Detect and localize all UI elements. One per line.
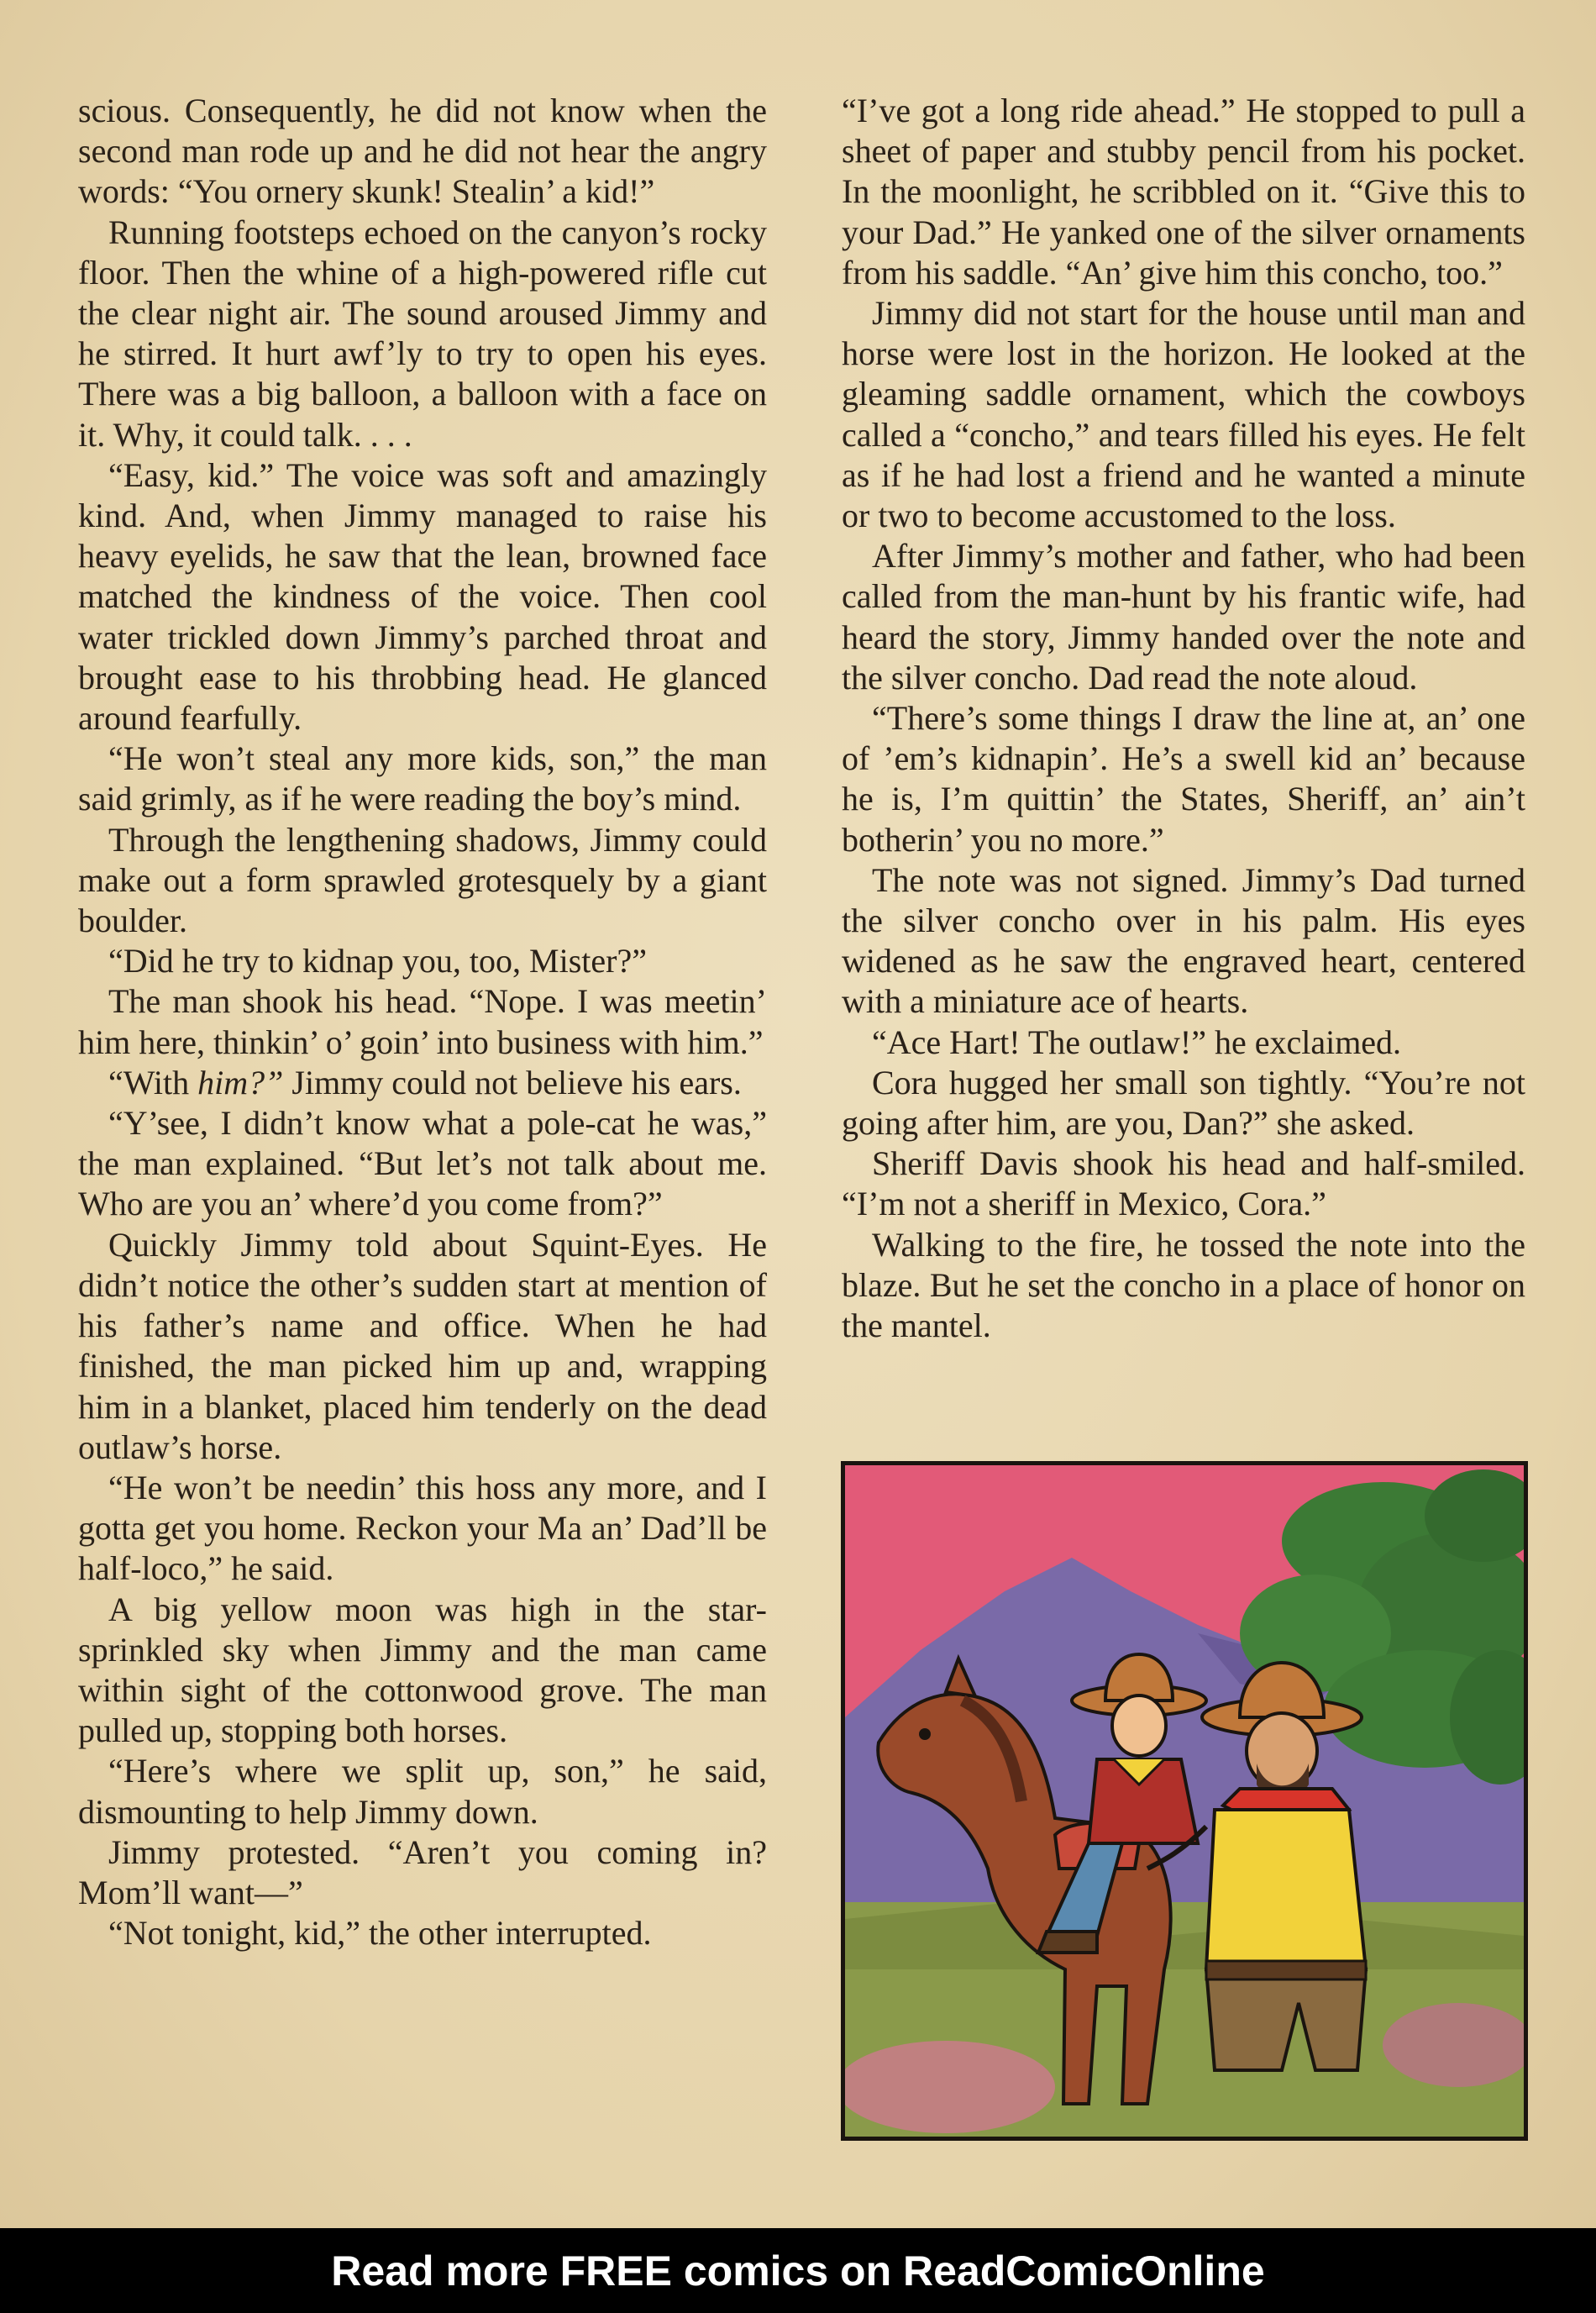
paragraph: Quickly Jimmy told about Squint-Eyes. He didn’t notice the other’s sudden start at mention of his father’s name and office. When he had finished, the man picked him up and, wrapping him in a blanket, placed him tenderly on the dead outlaw’s horse.	[78, 1225, 767, 1466]
with-him-before: “With	[108, 1063, 198, 1101]
footer-link-text[interactable]: Read more FREE comics on ReadComicOnline	[331, 2247, 1265, 2295]
paragraph: “Y’see, I didn’t know what a pole-cat he was,” the man explained. “But let’s not talk about me. Who are you an’ where’d you come from?”	[78, 1104, 767, 1223]
rock-left	[845, 2041, 1055, 2133]
paragraph: Through the lengthening shadows, Jimmy could make out a form sprawled grotesquely by a giant boulder.	[78, 820, 767, 940]
paragraph: “Ace Hart! The outlaw!” he exclaimed.	[872, 1022, 1402, 1061]
paragraph: “He won’t be needin’ this hoss any more, and I gotta get you home. Reckon your Ma an’ Dad’ll be half-loco,” he said.	[78, 1468, 767, 1588]
paragraph: Jimmy did not start for the house until man and horse were lost in the horizon. He looked at the gleaming saddle ornament, which the cowboys called a “concho,” and tears filled his eyes. He felt as if he had lost a friend and he wanted a minute or two to become accustomed to the loss.	[842, 294, 1525, 535]
paragraph: The note was not signed. Jimmy’s Dad turned the silver concho over in his palm. His eyes widened as he saw the engraved heart, centered with a miniature ace of hearts.	[842, 860, 1525, 1021]
paragraph: A big yellow moon was high in the star-sprinkled sky when Jimmy and the man came within sight of the cottonwood grove. The man pulled up, stopping both horses.	[78, 1590, 767, 1750]
paragraph: “He won’t steal any more kids, son,” the man said grimly, as if he were reading the boy’s mind.	[78, 739, 767, 818]
paragraph: “Easy, kid.” The voice was soft and amazingly kind. And, when Jimmy managed to raise his heavy eyelids, he saw that the lean, browned face matched the kindness of the voice. Then cool water trickled down Jimmy’s parched throat and brought ease to his throbbing head. He glanced around fearfully.	[78, 455, 767, 738]
paragraph: Sheriff Davis shook his head and half-smiled. “I’m not a sheriff in Mexico, Cora.”	[842, 1144, 1525, 1223]
with-him-after: Jimmy could not believe his ears.	[283, 1063, 742, 1101]
paragraph-with-him	[78, 1063, 767, 1103]
paragraph: “Here’s where we split up, son,” he said, dismounting to help Jimmy down.	[78, 1752, 767, 1831]
footer-banner[interactable]	[0, 2228, 1596, 2313]
with-him-italic: him?”	[197, 1063, 284, 1101]
paragraph: The man shook his head. “Nope. I was meetin’ him here, thinkin’ o’ goin’ into business with him.”	[78, 982, 767, 1061]
paragraph: “There’s some things I draw the line at, an’ one of ’em’s kidnapin’. He’s a swell kid an’ because he is, I’m quittin’ the States, Sheriff, an’ ain’t botherin’ you no more.”	[842, 699, 1525, 859]
paragraph: Cora hugged her small son tightly. “You’re not going after him, are you, Dan?” she asked.	[842, 1063, 1525, 1143]
paragraph: “Did he try to kidnap you, too, Mister?”	[108, 942, 647, 980]
paragraph: “I’ve got a long ride ahead.” He stopped to pull a sheet of paper and stubby pencil from his pocket. In the moonlight, he scribbled on it. “Give this to your Dad.” He yanked one of the silver ornaments from his saddle. “An’ give him this concho, too.”	[842, 92, 1525, 292]
paragraph: Running footsteps echoed on the canyon’s rocky floor. Then the whine of a high-powered rifle cut the clear night air. The sound aroused Jimmy and he stirred. It hurt awf’ly to try to open his eyes. There was a big balloon, a balloon with a face on it. Why, it could talk. . . .	[78, 213, 767, 454]
text-column-right	[842, 91, 1525, 1346]
comic-panel-illustration	[841, 1461, 1528, 2141]
paragraph: “Not tonight, kid,” the other interrupted.	[108, 1914, 652, 1953]
text-column-left	[78, 91, 767, 1953]
illustration-svg	[845, 1465, 1524, 2137]
paragraph: Walking to the fire, he tossed the note into the blaze. But he set the concho in a place of honor on the mantel.	[842, 1225, 1525, 1345]
paragraph: After Jimmy’s mother and father, who had been called from the man-hunt by his frantic wife, had heard the story, Jimmy handed over the note and the silver concho. Dad read the note aloud.	[842, 537, 1525, 697]
paragraph: scious. Consequently, he did not know when the second man rode up and he did not hear the angry words: “You ornery skunk! Stealin’ a kid!”	[78, 92, 767, 211]
paragraph: Jimmy protested. “Aren’t you coming in? Mom’ll want—”	[78, 1832, 767, 1911]
